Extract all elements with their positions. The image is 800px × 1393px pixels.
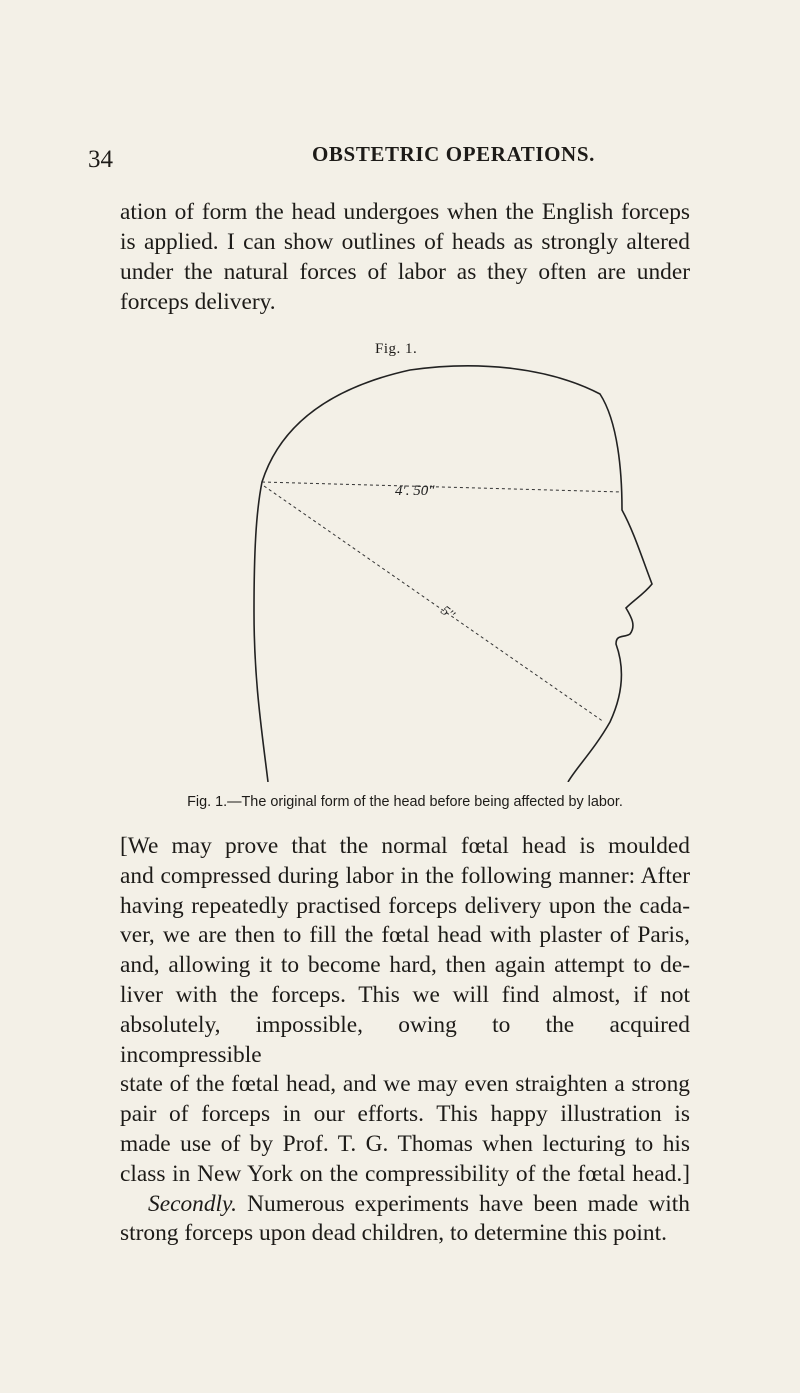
secondly-rest: Numerous experiments have been made with [236, 1190, 690, 1217]
text-line: pair of forceps in our efforts. This happy illustration is [120, 1101, 690, 1128]
text-line: absolutely, impossible, owing to the acquired incompressible [120, 1011, 690, 1068]
measure-line-top [262, 482, 622, 492]
text-line: class in New York on the compressibility of the fœtal head.] [120, 1160, 690, 1187]
text-line: strong forceps upon dead children, to determine this point. [120, 1220, 667, 1247]
measure-label-diagonal: 5′′ [437, 603, 458, 624]
text-line: ver, we are then to fill the fœtal head with plaster of Paris, [120, 922, 690, 949]
text-line: ation of form the head undergoes when the English forceps [120, 199, 690, 225]
text-line: [We may prove that the normal fœtal head is moulded [120, 833, 690, 859]
text-line: and, allowing it to become hard, then again attempt to de- [120, 952, 690, 979]
text-line: having repeatedly practised forceps delivery upon the cada- [120, 892, 690, 919]
head-outline [254, 366, 652, 782]
paragraph-intro [120, 197, 690, 317]
running-head: OBSTETRIC OPERATIONS. [312, 142, 595, 166]
text-line: is applied. I can show outlines of heads as strongly altered [120, 229, 690, 255]
figure-label: Fig. 1. [375, 341, 418, 357]
text-line: state of the fœtal head, and we may even straighten a strong [120, 1071, 690, 1098]
paragraph-body [120, 832, 690, 1249]
text-line: made use of by Prof. T. G. Thomas when lecturing to his [120, 1130, 690, 1157]
text-line: forceps delivery. [120, 289, 276, 315]
text-line: liver with the forceps. This we will find almost, if not [120, 981, 690, 1008]
secondly-word: Secondly. [148, 1190, 237, 1217]
text-line: under the natural forces of labor as they often are under [120, 259, 690, 285]
page-number: 34 [88, 146, 113, 173]
text-line [120, 1190, 690, 1220]
measure-line-diagonal [264, 486, 604, 722]
head-outline-figure [250, 362, 680, 782]
figure-caption: Fig. 1.—The original form of the head before being affected by labor. [187, 794, 623, 810]
measure-label-top: 4′. 50″ [395, 483, 435, 499]
text-line: and compressed during labor in the following manner: After [120, 862, 690, 889]
